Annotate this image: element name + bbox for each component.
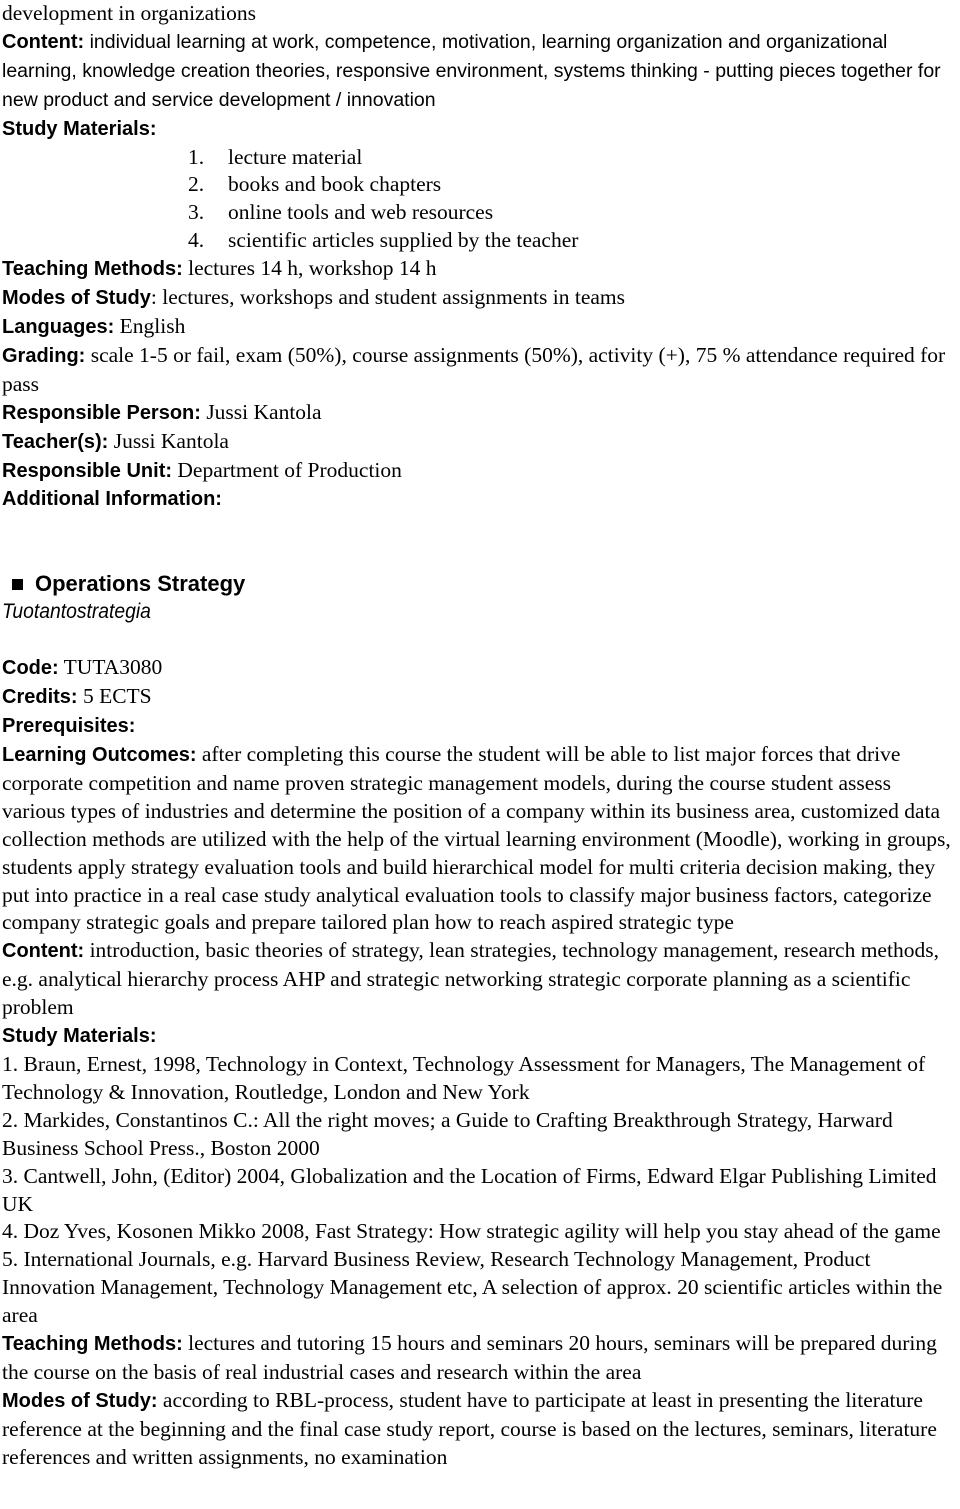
study-material-item: 5. International Journals, e.g. Harvard Business Review, Research Technology Management, Product Innovation Management, Technology Management etc, A selection of approx. 20 scientific articles within the area — [2, 1247, 943, 1328]
grading-field — [2, 342, 956, 399]
course-study-materials-heading — [2, 1022, 956, 1051]
prerequisites-label: Prerequisites: — [2, 715, 136, 738]
course-modes-of-study-field — [2, 1387, 956, 1472]
course-teaching-methods-text: lectures and tutoring 15 hours and seminars 20 hours, seminars will be prepared during the course on the basis of real industrial cases and research within the area — [2, 1331, 937, 1384]
content-text: individual learning at work, competence, motivation, learning organization and organizational learning, knowledge creation theories, responsive environment, systems thinking - putting pieces together for new product and service development / innovation — [2, 30, 941, 111]
study-material-item: 1. Braun, Ernest, 1998, Technology in Context, Technology Assessment for Managers, The Management of Technology & Innovation, Routledge, London and New York — [2, 1052, 926, 1104]
prerequisites-field — [2, 712, 956, 741]
study-materials-heading — [2, 115, 956, 144]
study-material-item: 4. Doz Yves, Kosonen Mikko 2008, Fast Strategy: How strategic agility will help you stay ahead of the game — [2, 1219, 941, 1244]
course-title: Operations Strategy — [35, 571, 246, 597]
code-text: TUTA3080 — [63, 655, 163, 680]
teachers-field — [2, 428, 956, 457]
teachers-label: Teacher(s): — [2, 430, 109, 453]
course-content-field — [2, 937, 956, 1022]
credits-field — [2, 683, 956, 712]
teaching-methods-label: Teaching Methods: — [2, 258, 183, 281]
credits-text: 5 ECTS — [82, 684, 152, 709]
study-materials-list — [2, 144, 956, 256]
course-teaching-methods-field — [2, 1330, 956, 1387]
course-modes-of-study-text: according to RBL-process, student have to participate at least in presenting the literature reference at the beginning and the final case study report, course is based on the lectures, seminars, literature references and written assignments, no examination — [2, 1387, 937, 1469]
square-bullet-icon — [12, 579, 23, 590]
course-heading — [2, 570, 956, 598]
teachers-text: Jussi Kantola — [113, 428, 229, 453]
study-material-item: 2. Markides, Constantinos C.: All the right moves; a Guide to Crafting Breakthrough Strategy, Harward Business School Press., Boston 2000 — [2, 1107, 893, 1160]
code-label: Code: — [2, 657, 59, 680]
languages-text: English — [119, 313, 186, 338]
responsible-unit-field — [2, 457, 956, 486]
responsible-person-label: Responsible Person: — [2, 401, 201, 424]
grading-text: scale 1-5 or fail, exam (50%), course assignments (50%), activity (+), 75 % attendance required for pass — [2, 342, 946, 396]
course-modes-of-study-label: Modes of Study: — [2, 1389, 158, 1412]
study-materials-label: Study Materials: — [2, 117, 157, 140]
teaching-methods-text: lectures 14 h, workshop 14 h — [188, 256, 437, 281]
languages-field — [2, 313, 956, 342]
content-label: Content: — [2, 30, 85, 53]
modes-of-study-text: : lectures, workshops and student assignments in teams — [150, 285, 626, 310]
course-teaching-methods-label: Teaching Methods: — [2, 1333, 183, 1356]
study-material-item: 3. Cantwell, John, (Editor) 2004, Globalization and the Location of Firms, Edward Elgar Publishing Limited UK — [2, 1163, 937, 1216]
responsible-unit-label: Responsible Unit: — [2, 459, 173, 482]
list-item-text: online tools and web resources — [228, 200, 494, 225]
list-item — [2, 227, 956, 255]
list-item-number: 4. — [188, 228, 205, 253]
additional-information-field — [2, 485, 956, 514]
list-item-text: books and book chapters — [228, 172, 442, 197]
modes-of-study-label: Modes of Study — [2, 287, 151, 310]
responsible-unit-text: Department of Production — [177, 457, 402, 482]
list-item — [2, 144, 956, 172]
intro-line: development in organizations — [2, 1, 256, 25]
learning-outcomes-text: after completing this course the student will be able to list major forces that drive corporate competition and name proven strategic management models, during the course student assess various types of industries and determine the position of a company within its business area, customized data collection methods are utilized with the help of the virtual learning environment (Moodle), working in groups, students apply strategy evaluation tools and build hierarchical model for multi criteria decision making, they put into practice in a real case study analytical evaluation tools to classify major business factors, categorize company strategic goals and prepare tailored plan how to reach aspired strategic type — [2, 742, 951, 935]
course-content-label: Content: — [2, 940, 85, 963]
responsible-person-text: Jussi Kantola — [206, 399, 322, 424]
list-item-number: 3. — [188, 200, 205, 225]
learning-outcomes-label: Learning Outcomes: — [2, 744, 197, 767]
code-field — [2, 654, 956, 683]
languages-label: Languages: — [2, 315, 115, 338]
course-study-materials-label: Study Materials: — [2, 1025, 157, 1048]
additional-information-label: Additional Information: — [2, 488, 222, 511]
grading-label: Grading: — [2, 344, 86, 367]
spacer — [2, 626, 956, 654]
learning-outcomes-field — [2, 741, 956, 937]
modes-of-study-field — [2, 284, 956, 313]
list-item — [2, 199, 956, 227]
spacer — [2, 514, 956, 570]
teaching-methods-field — [2, 255, 956, 284]
content-field — [2, 28, 956, 115]
course-content-text: introduction, basic theories of strategy, lean strategies, technology management, research methods, e.g. analytical hierarchy process AHP and strategic networking strategic corporate planning as a scientific problem — [2, 938, 939, 1020]
list-item-number: 2. — [188, 172, 205, 197]
responsible-person-field — [2, 399, 956, 428]
credits-label: Credits: — [2, 686, 78, 709]
list-item-text: lecture material — [228, 144, 363, 169]
course-subtitle: Tuotantostrategia — [2, 600, 151, 624]
list-item-text: scientific articles supplied by the teacher — [228, 228, 579, 253]
list-item-number: 1. — [188, 144, 205, 169]
list-item — [2, 171, 956, 199]
